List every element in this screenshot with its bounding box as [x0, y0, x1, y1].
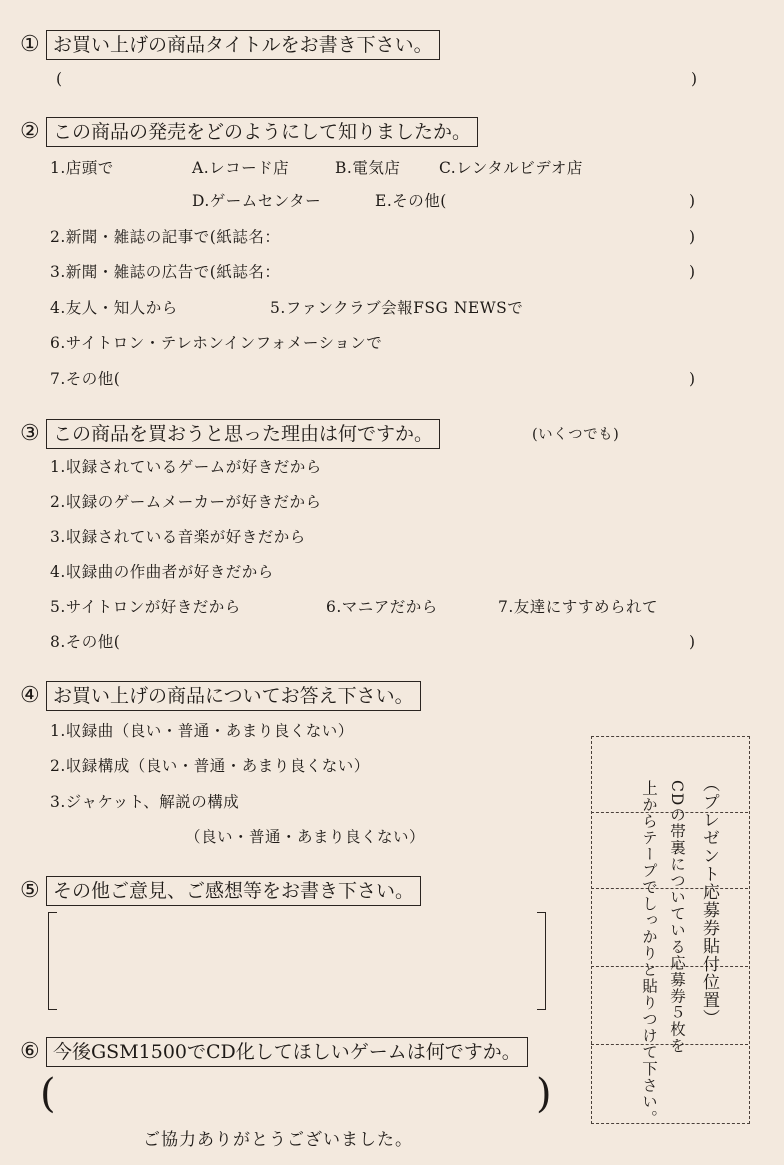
q2-number: ②: [20, 119, 40, 144]
q2-title: この商品の発売をどのようにして知りましたか。: [46, 117, 478, 147]
q2-item-3-close: ): [689, 263, 696, 281]
q3-item-8: 8.その他(: [50, 633, 121, 651]
q3-item-3: 3.収録されている音楽が好きだから: [50, 528, 306, 546]
q3-item-4: 4.収録曲の作曲者が好きだから: [50, 563, 274, 581]
coupon-instruction-line-2: 上からテープでしっかりと貼りつけて下さい。: [640, 780, 658, 1127]
q6-close-paren: ): [536, 1071, 552, 1117]
q2-item-2: 2.新聞・雑誌の記事で(紙誌名：: [50, 228, 281, 246]
q2-item-1b: B.電気店: [335, 159, 401, 177]
q3-item-1: 1.収録されているゲームが好きだから: [50, 458, 322, 476]
q2-item-1e-close: ): [689, 192, 696, 210]
q5-answer-bracket-left: [48, 912, 57, 1010]
q5-number: ⑤: [20, 878, 40, 903]
q2-item-5: 5.ファンクラブ会報FSG NEWSで: [270, 299, 524, 317]
q2-item-2-close: ): [689, 228, 696, 246]
q2-item-1: 1.店頭で: [50, 159, 114, 177]
q2-item-3: 3.新聞・雑誌の広告で(紙誌名：: [50, 263, 281, 281]
q4-title: お買い上げの商品についてお答え下さい。: [46, 681, 421, 711]
coupon-instruction-line-1: CDの帯裏についている応募券５枚を: [668, 780, 686, 1054]
q2-item-6: 6.サイトロン・テレホンインフォメーションで: [50, 334, 383, 352]
q4-item-2: 2.収録構成（良い・普通・あまり良くない）: [50, 757, 370, 775]
coupon-area-title: （プレゼント応募券貼付位置）: [699, 775, 719, 1027]
q5-answer-bracket-right: [537, 912, 546, 1010]
q4-item-1: 1.収録曲（良い・普通・あまり良くない）: [50, 722, 354, 740]
q6-number: ⑥: [20, 1039, 40, 1064]
q2-item-1e: E.その他(: [375, 192, 447, 210]
q6-title: 今後GSM1500でCD化してほしいゲームは何ですか。: [46, 1037, 528, 1067]
q3-note: (いくつでも): [532, 427, 620, 443]
q3-number: ③: [20, 421, 40, 446]
q4-number: ④: [20, 683, 40, 708]
q2-item-1c: C.レンタルビデオ店: [439, 159, 583, 177]
q1-number: ①: [20, 32, 40, 57]
q6-open-paren: (: [40, 1071, 56, 1117]
q1-title: お買い上げの商品タイトルをお書き下さい。: [46, 30, 440, 60]
q2-item-1d: D.ゲームセンター: [192, 192, 322, 210]
q2-item-7: 7.その他(: [50, 370, 121, 388]
q3-item-5: 5.サイトロンが好きだから: [50, 598, 241, 616]
q3-title: この商品を買おうと思った理由は何ですか。: [46, 419, 440, 449]
q2-item-1a: A.レコード店: [192, 159, 290, 177]
q4-item-3: 3.ジャケット、解説の構成: [50, 793, 240, 811]
q3-item-7: 7.友達にすすめられて: [498, 598, 658, 616]
q2-item-7-close: ): [689, 370, 696, 388]
q3-item-2: 2.収録のゲームメーカーが好きだから: [50, 493, 322, 511]
thank-you-message: ご協力ありがとうございました。: [143, 1130, 413, 1150]
q2-item-4: 4.友人・知人から: [50, 299, 178, 317]
q5-title: その他ご意見、ご感想等をお書き下さい。: [46, 876, 421, 906]
q1-open-paren: (: [56, 70, 63, 88]
q3-item-6: 6.マニアだから: [326, 598, 438, 616]
q4-item-3-options: （良い・普通・あまり良くない）: [185, 828, 426, 846]
q3-item-8-close: ): [689, 633, 696, 651]
q1-close-paren: ): [691, 70, 698, 88]
